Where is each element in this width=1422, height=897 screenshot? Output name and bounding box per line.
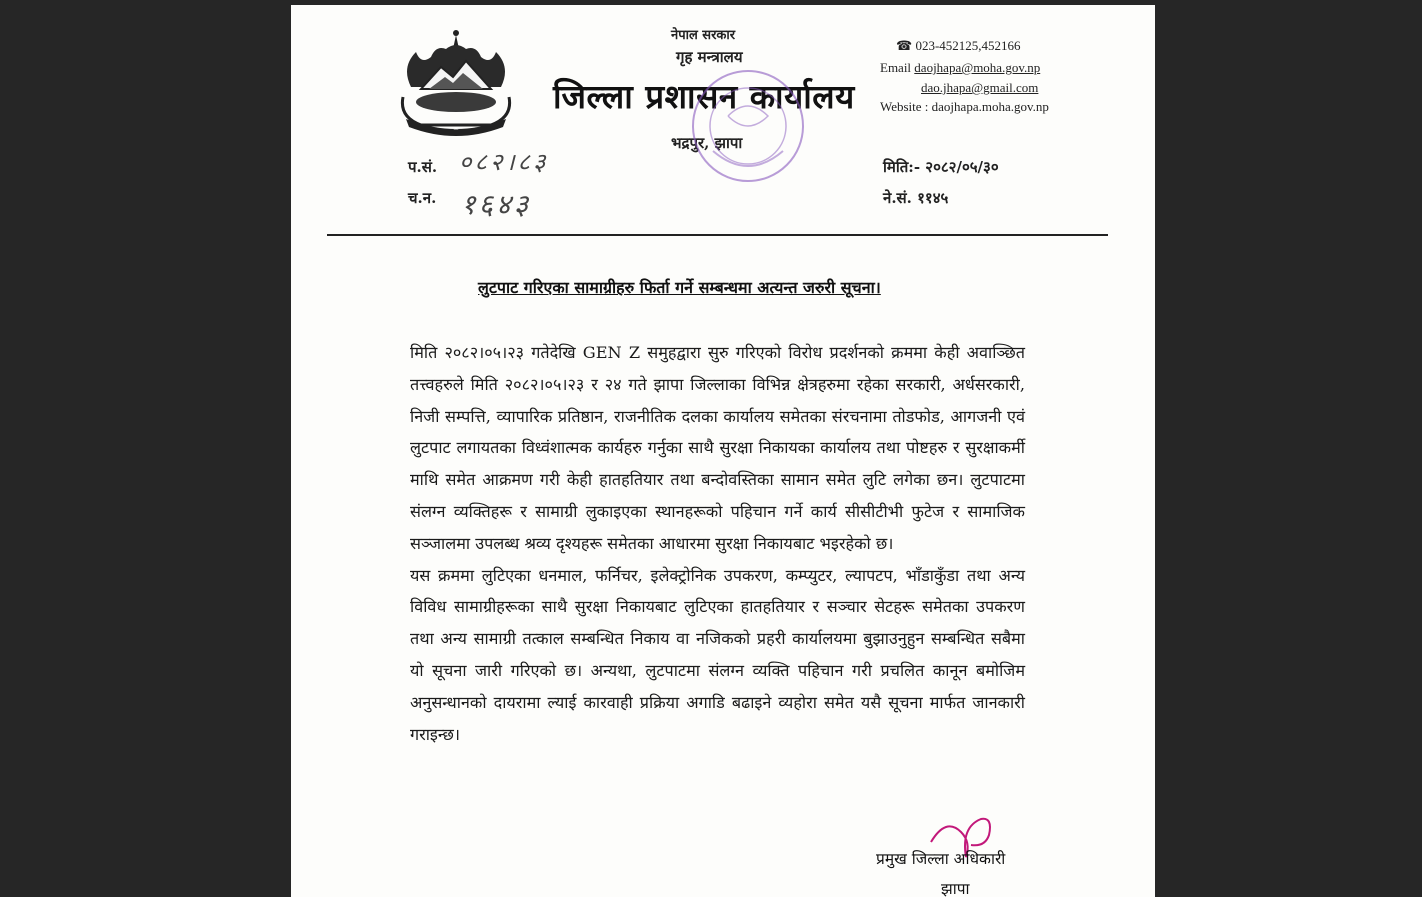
document-page: [291, 5, 1155, 897]
email-label: Email: [880, 60, 912, 75]
nepal-sambat-field: ने.सं. ११४५: [883, 189, 949, 207]
cn-value: १६४३: [461, 188, 532, 221]
svg-text:—: —: [453, 127, 459, 133]
date-field: मिति:- २०८२/०५/३०: [883, 158, 999, 176]
ministry-label: गृह मन्त्रालय: [676, 48, 743, 66]
signer-place: झापा: [941, 880, 970, 897]
email-secondary-row: [921, 80, 1038, 96]
cn-label: च.न.: [408, 189, 437, 207]
notice-subject: लुटपाट गरिएका सामाग्रीहरु फिर्ता गर्ने सम्बन्धमा अत्यन्त जरुरी सूचना।: [478, 278, 881, 297]
office-stamp-icon: [683, 61, 813, 191]
ps-value: ०८२।८३: [459, 148, 549, 176]
nepal-emblem-icon: [391, 27, 521, 137]
email-primary-link[interactable]: daojhapa@moha.gov.np: [914, 60, 1041, 75]
email-secondary-link[interactable]: dao.jhapa@gmail.com: [921, 80, 1039, 95]
ps-label: प.सं.: [408, 158, 438, 176]
office-title: जिल्ला प्रशासन कार्यालय: [553, 77, 855, 116]
notice-paragraph-2: यस क्रममा लुटिएका धनमाल, फर्निचर, इलेक्ट्रोनिक उपकरण, कम्प्युटर, ल्यापटप, भाँडाकुँडा तथा अन्य विविध सामाग्रीहरूका साथै सुरक्षा निकायबाट लुटिएका हातहतियार र सञ्चार सेटहरू समेतका उपकरण तथा अन्य सामाग्री तत्काल सम्बन्धित निकाय वा नजिकको प्रहरी कार्यालयमा बुझाउनुहुन सम्बन्धित सबैमा यो सूचना जारी गरिएको छ। अन्यथा, लुटपाटमा संलग्न व्यक्ति पहिचान गरी प्रचलित कानून बमोजिम अनुसन्धानको दायरामा ल्याई कारवाही प्रक्रिया अगाडि बढाइने व्यहोरा समेत यसै सूचना मार्फत जानकारी गराइन्छ।: [410, 565, 1025, 744]
phone-number: 023-452125,452166: [915, 38, 1021, 53]
notice-body: [410, 337, 1025, 750]
header-divider: [327, 234, 1108, 236]
government-label: नेपाल सरकार: [671, 28, 736, 43]
office-location: भद्रपुर, झापा: [671, 134, 743, 152]
phone-contact: [896, 38, 1021, 54]
notice-paragraph-1: मिति २०८२।०५।२३ गतेदेखि GEN Z समुहद्वारा सुरु गरिएको विरोध प्रदर्शनको क्रममा केही अवाञ्छित तत्त्वहरुले मिति २०८२।०५।२३ र २४ गते झापा जिल्लाका विभिन्न क्षेत्रहरुमा रहेका सरकारी, अर्धसरकारी, निजी सम्पत्ति, व्यापारिक प्रतिष्ठान, राजनीतिक दलका कार्यालय समेतका संरचनामा तोडफोड, आगजनी एवं लुटपाट लगायतका विध्वंशात्मक कार्यहरु गर्नुका साथै सुरक्षा निकायका कार्यालय तथा पोष्टहरु र सुरक्षाकर्मी माथि समेत आक्रमण गरी केही हातहतियार तथा बन्दोवस्तिका सामान समेत लुटि लगेका छन। लुटपाटमा संलग्न व्यक्तिहरू र सामाग्री लुकाइएका स्थानहरूको पहिचान गर्ने कार्य सीसीटीभी फुटेज र सामाजिक सञ्जालमा उपलब्ध श्रव्य दृश्यहरू समेतका आधारमा सुरक्षा निकायबाट भइरहेको छ।: [410, 343, 1025, 553]
signer-title: प्रमुख जिल्ला अधिकारी: [876, 850, 1006, 868]
email-primary-row: [880, 60, 1040, 76]
phone-icon: ☎: [896, 38, 913, 53]
website-text: Website : daojhapa.moha.gov.np: [880, 99, 1049, 114]
